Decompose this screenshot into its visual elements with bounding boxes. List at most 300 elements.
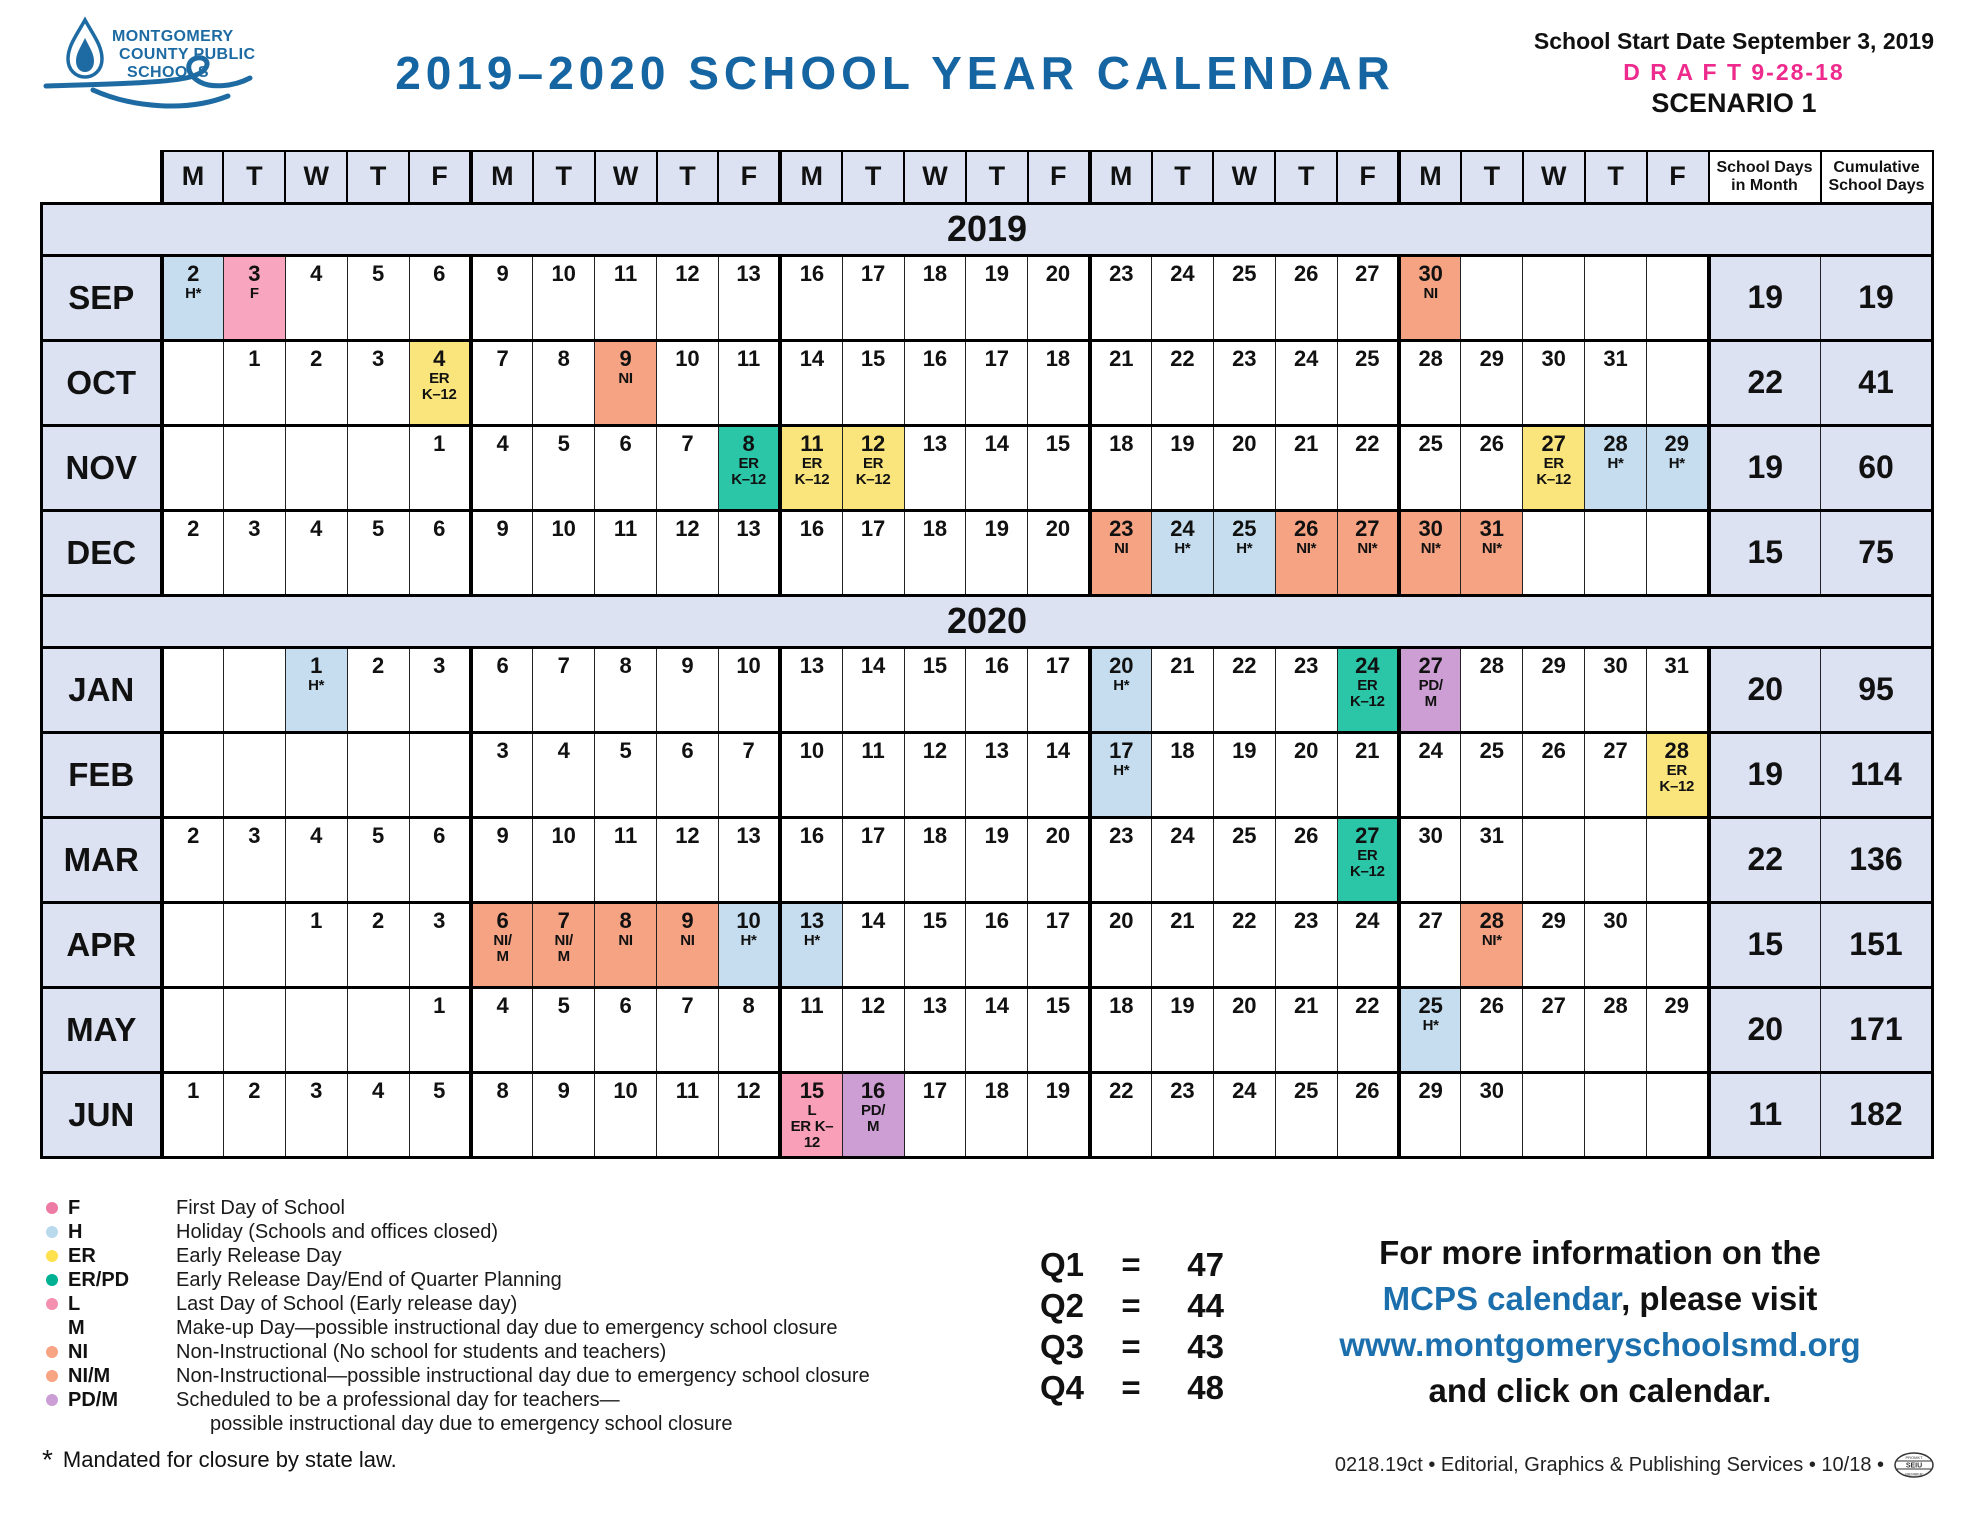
day-cell-empty <box>1585 255 1647 340</box>
weekday-header: T <box>223 151 285 203</box>
cumulative-school-days-value: 95 <box>1821 647 1933 732</box>
day-cell <box>718 987 780 1072</box>
day-cell <box>162 510 224 595</box>
day-cell <box>285 510 347 595</box>
day-cell <box>162 255 224 340</box>
day-cell <box>1213 255 1275 340</box>
day-cell <box>1028 255 1090 340</box>
day-annotation: NI <box>680 931 695 949</box>
day-number: 25 <box>1293 1077 1319 1103</box>
legend-item <box>42 1292 1002 1316</box>
day-annotation: NI/ <box>493 931 512 949</box>
quarter-label: Q1 <box>1040 1246 1085 1283</box>
day-number: 23 <box>1293 652 1319 678</box>
logo-line-3: SCHOOLS <box>127 64 209 81</box>
legend-item <box>42 1340 1002 1364</box>
footnote-asterisk: * <box>42 1444 53 1475</box>
day-number: 10 <box>551 515 576 541</box>
day-annotation: ER <box>1357 676 1378 694</box>
day-annotation: NI* <box>1481 931 1502 949</box>
day-cell <box>1337 255 1399 340</box>
day-cell-empty <box>347 987 409 1072</box>
school-days-in-month-value: 22 <box>1709 340 1821 425</box>
month-label: OCT <box>42 340 162 425</box>
day-cell <box>347 1072 409 1157</box>
day-number: 21 <box>1109 345 1134 371</box>
day-cell <box>904 902 966 987</box>
day-cell <box>780 732 842 817</box>
quarter-count-row <box>1040 1367 1224 1408</box>
day-cell <box>780 425 842 510</box>
day-number: 5 <box>557 430 570 456</box>
day-cell <box>780 902 842 987</box>
day-cell <box>533 647 595 732</box>
day-number: 8 <box>619 907 632 933</box>
day-cell <box>718 647 780 732</box>
day-cell <box>1647 987 1709 1072</box>
day-number: 9 <box>557 1077 570 1103</box>
day-number: 4 <box>310 260 323 286</box>
day-cell <box>409 1072 471 1157</box>
day-number: 3 <box>371 345 385 371</box>
day-number: 18 <box>984 1077 1010 1103</box>
quarter-days-value: 48 <box>1187 1369 1224 1406</box>
day-cell <box>285 1072 347 1157</box>
header-right-block <box>1534 28 1934 119</box>
day-number: 9 <box>496 260 509 286</box>
day-cell <box>409 647 471 732</box>
day-cell <box>1523 647 1585 732</box>
quarter-count-row <box>1040 1244 1224 1285</box>
day-cell <box>780 647 842 732</box>
day-number: 11 <box>800 430 824 456</box>
school-start-date: School Start Date September 3, 2019 <box>1533 28 1934 54</box>
day-number: 20 <box>1293 737 1319 763</box>
table-corner <box>42 151 162 203</box>
day-number: 7 <box>557 652 570 678</box>
day-cell <box>1090 1072 1152 1157</box>
day-cell-empty <box>162 340 224 425</box>
day-cell <box>657 1072 719 1157</box>
day-number: 25 <box>1232 260 1257 286</box>
day-number: 16 <box>860 1077 886 1103</box>
day-number: 21 <box>1170 652 1195 678</box>
day-cell <box>471 732 533 817</box>
day-number: 16 <box>922 345 948 371</box>
day-cell <box>533 255 595 340</box>
day-cell <box>1213 340 1275 425</box>
day-cell <box>657 425 719 510</box>
day-number: 11 <box>613 260 638 286</box>
weekday-header: T <box>1461 151 1523 203</box>
day-cell <box>223 1072 285 1157</box>
day-cell <box>1399 340 1461 425</box>
weekday-header: T <box>1585 151 1647 203</box>
day-cell <box>1152 902 1214 987</box>
legend-dot-icon <box>46 1250 58 1262</box>
day-cell <box>966 340 1028 425</box>
day-cell <box>966 425 1028 510</box>
month-row-apr <box>42 902 1933 987</box>
info-line-4: and click on calendar. <box>1428 1372 1772 1409</box>
day-number: 20 <box>1232 992 1257 1018</box>
day-cell <box>1213 510 1275 595</box>
day-cell <box>409 817 471 902</box>
day-cell <box>1399 510 1461 595</box>
day-cell <box>223 510 285 595</box>
weekday-header: M <box>471 151 533 203</box>
day-cell <box>1213 987 1275 1072</box>
day-number: 17 <box>1045 652 1071 678</box>
day-annotation: ER <box>1357 846 1378 864</box>
day-annotation: NI <box>618 931 633 949</box>
day-number: 12 <box>736 1077 761 1103</box>
day-number: 29 <box>1418 1077 1443 1103</box>
month-row-sep <box>42 255 1933 340</box>
day-number: 13 <box>922 430 948 456</box>
day-cell <box>471 340 533 425</box>
day-number: 6 <box>496 907 509 933</box>
legend-key: ER/PD <box>68 1269 130 1291</box>
day-cell <box>347 902 409 987</box>
day-cell-empty <box>1585 510 1647 595</box>
day-number: 25 <box>1418 430 1443 456</box>
day-number: 8 <box>557 345 570 371</box>
month-label: DEC <box>42 510 162 595</box>
day-cell <box>409 987 471 1072</box>
day-number: 20 <box>1109 652 1134 678</box>
footnote-text: Mandated for closure by state law. <box>62 1447 397 1472</box>
day-number: 8 <box>619 652 632 678</box>
legend-key: ER <box>68 1245 96 1267</box>
weekday-header-row <box>42 151 1933 203</box>
day-cell <box>718 732 780 817</box>
day-number: 12 <box>675 260 700 286</box>
day-cell-empty <box>162 902 224 987</box>
day-cell <box>595 732 657 817</box>
day-number: 2 <box>371 652 385 678</box>
day-cell <box>1090 732 1152 817</box>
month-label: FEB <box>42 732 162 817</box>
day-annotation: M <box>557 947 570 965</box>
day-cell <box>657 817 719 902</box>
day-cell <box>533 340 595 425</box>
day-cell <box>718 817 780 902</box>
month-row-may <box>42 987 1933 1072</box>
day-number: 3 <box>248 822 261 848</box>
day-cell <box>904 1072 966 1157</box>
day-cell <box>1337 425 1399 510</box>
weekday-header: F <box>409 151 471 203</box>
day-cell <box>1461 425 1523 510</box>
legend-dot-icon <box>46 1274 58 1286</box>
day-number: 4 <box>310 822 323 848</box>
info-line-2 <box>1250 1276 1950 1322</box>
day-number: 5 <box>371 822 385 848</box>
day-number: 27 <box>1418 652 1443 678</box>
day-cell <box>595 987 657 1072</box>
day-number: 9 <box>496 515 509 541</box>
day-number: 14 <box>1045 737 1071 763</box>
day-number: 25 <box>1479 737 1505 763</box>
day-number: 24 <box>1355 907 1380 933</box>
day-number: 13 <box>799 652 825 678</box>
legend-description: Scheduled to be a professional day for teachers— possible instructional day due to emergency school closure <box>176 1389 733 1435</box>
day-cell <box>285 817 347 902</box>
day-number: 14 <box>799 345 825 371</box>
school-days-in-month-value: 19 <box>1709 732 1821 817</box>
day-number: 28 <box>1603 430 1628 456</box>
info-block <box>1250 1230 1950 1414</box>
day-number: 30 <box>1541 345 1566 371</box>
day-cell <box>780 1072 842 1157</box>
day-cell <box>1213 732 1275 817</box>
day-number: 11 <box>613 515 638 541</box>
day-number: 15 <box>799 1077 825 1103</box>
day-annotation: H* <box>1236 539 1253 557</box>
footnote <box>42 1444 397 1476</box>
day-cell <box>1461 902 1523 987</box>
day-cell <box>1275 340 1337 425</box>
day-annotation: ER <box>862 454 884 472</box>
day-cell-empty <box>1585 817 1647 902</box>
day-number: 2 <box>310 345 323 371</box>
day-annotation: M <box>1424 692 1437 710</box>
footer-credit-text: 0218.19ct • Editorial, Graphics & Publishing Services • 10/18 • <box>1334 1453 1884 1476</box>
day-number: 14 <box>860 907 886 933</box>
day-cell <box>966 1072 1028 1157</box>
day-number: 20 <box>1045 822 1071 848</box>
school-days-in-month-value: 15 <box>1709 902 1821 987</box>
day-number: 1 <box>248 345 261 371</box>
day-number: 29 <box>1479 345 1505 371</box>
month-label: NOV <box>42 425 162 510</box>
day-number: 21 <box>1355 737 1380 763</box>
day-number: 10 <box>736 652 761 678</box>
month-row-oct <box>42 340 1933 425</box>
day-cell <box>1152 647 1214 732</box>
day-cell <box>780 817 842 902</box>
day-number: 21 <box>1170 907 1195 933</box>
day-number: 31 <box>1479 822 1505 848</box>
day-annotation: ER <box>1543 454 1564 472</box>
day-annotation: NI* <box>1420 539 1441 557</box>
day-number: 18 <box>922 260 948 286</box>
day-cell <box>1028 732 1090 817</box>
day-cell-empty <box>285 425 347 510</box>
day-cell-empty <box>1523 1072 1585 1157</box>
svg-text:MEMBER: MEMBER <box>1905 1471 1923 1477</box>
day-annotation: ER <box>738 454 759 472</box>
day-cell-empty <box>347 732 409 817</box>
legend-key: NI/M <box>68 1365 111 1387</box>
day-annotation: K–12 <box>1349 862 1385 880</box>
day-cell-empty <box>1647 255 1709 340</box>
day-number: 8 <box>742 430 755 456</box>
day-number: 23 <box>1293 907 1319 933</box>
day-annotation: NI <box>618 369 633 387</box>
day-cell-empty <box>223 902 285 987</box>
day-cell <box>780 255 842 340</box>
day-cell <box>1399 255 1461 340</box>
day-cell-empty <box>1461 255 1523 340</box>
day-annotation: NI* <box>1296 539 1317 557</box>
day-number: 7 <box>681 430 694 456</box>
day-cell <box>595 425 657 510</box>
day-cell <box>1523 732 1585 817</box>
day-number: 12 <box>860 430 886 456</box>
day-number: 19 <box>1232 737 1257 763</box>
day-number: 9 <box>619 345 632 371</box>
day-number: 17 <box>984 345 1010 371</box>
day-number: 22 <box>1355 430 1380 456</box>
day-cell <box>966 902 1028 987</box>
day-cell <box>1647 425 1709 510</box>
weekday-header: W <box>1213 151 1275 203</box>
day-annotation: PD/ <box>1418 676 1443 694</box>
day-number: 7 <box>557 907 570 933</box>
month-row-nov <box>42 425 1933 510</box>
day-number: 28 <box>1418 345 1443 371</box>
day-cell <box>1461 647 1523 732</box>
legend-key: PD/M <box>68 1389 118 1411</box>
day-cell <box>533 817 595 902</box>
day-cell-empty <box>285 732 347 817</box>
day-number: 1 <box>310 907 323 933</box>
day-number: 6 <box>619 992 632 1018</box>
day-number: 2 <box>187 822 200 848</box>
day-number: 2 <box>187 260 200 286</box>
day-cell <box>595 1072 657 1157</box>
day-annotation: H* <box>1113 676 1130 694</box>
day-cell <box>718 1072 780 1157</box>
day-cell <box>1152 732 1214 817</box>
cumulative-school-days-value: 75 <box>1821 510 1933 595</box>
day-number: 21 <box>1293 992 1319 1018</box>
legend-description: Early Release Day/End of Quarter Planning <box>176 1269 562 1291</box>
day-annotation: K–12 <box>1659 777 1695 795</box>
day-annotation: H* <box>1174 539 1191 557</box>
day-cell <box>1461 732 1523 817</box>
legend-description: First Day of School <box>176 1197 345 1219</box>
day-cell <box>780 987 842 1072</box>
day-number: 24 <box>1170 515 1195 541</box>
day-cell <box>595 817 657 902</box>
day-number: 11 <box>861 737 885 763</box>
day-number: 29 <box>1541 907 1566 933</box>
day-number: 30 <box>1418 515 1443 541</box>
quarter-day-counts <box>1040 1244 1224 1408</box>
day-number: 25 <box>1418 992 1443 1018</box>
cumulative-school-days-value: 151 <box>1821 902 1933 987</box>
weekday-header: F <box>718 151 780 203</box>
day-number: 17 <box>860 260 886 286</box>
day-number: 30 <box>1418 822 1443 848</box>
day-annotation: L <box>807 1101 817 1119</box>
day-cell <box>1399 732 1461 817</box>
day-number: 6 <box>433 515 446 541</box>
month-label: JUN <box>42 1072 162 1157</box>
day-number: 31 <box>1603 345 1628 371</box>
day-annotation: K–12 <box>1536 470 1572 488</box>
day-number: 30 <box>1603 652 1628 678</box>
calendar-table <box>40 150 1934 1159</box>
day-cell <box>223 255 285 340</box>
day-cell <box>162 1072 224 1157</box>
day-number: 12 <box>675 822 700 848</box>
day-cell <box>718 340 780 425</box>
day-cell <box>904 647 966 732</box>
day-cell <box>471 425 533 510</box>
day-number: 6 <box>619 430 632 456</box>
day-number: 26 <box>1293 260 1319 286</box>
day-cell-empty <box>223 732 285 817</box>
legend <box>42 1196 1002 1436</box>
school-days-in-month-value: 20 <box>1709 647 1821 732</box>
day-cell <box>1585 902 1647 987</box>
quarter-count-row <box>1040 1326 1224 1367</box>
day-number: 18 <box>1045 345 1071 371</box>
day-cell <box>966 817 1028 902</box>
cumulative-school-days-value: 41 <box>1821 340 1933 425</box>
day-cell <box>780 340 842 425</box>
day-number: 10 <box>736 907 761 933</box>
day-number: 16 <box>799 515 825 541</box>
day-number: 18 <box>1170 737 1195 763</box>
day-cell <box>1461 340 1523 425</box>
day-number: 15 <box>922 652 948 678</box>
day-cell <box>533 987 595 1072</box>
day-annotation: H* <box>185 284 202 302</box>
weekday-header: W <box>595 151 657 203</box>
day-cell-empty <box>162 732 224 817</box>
day-cell <box>595 647 657 732</box>
day-number: 25 <box>1232 822 1257 848</box>
day-annotation: NI/ <box>554 931 573 949</box>
day-cell <box>1090 987 1152 1072</box>
day-cell <box>1275 1072 1337 1157</box>
day-cell-empty <box>409 732 471 817</box>
day-cell-empty <box>1647 510 1709 595</box>
day-cell <box>842 510 904 595</box>
logo-line-2: COUNTY PUBLIC <box>119 46 256 63</box>
day-cell <box>904 987 966 1072</box>
day-cell <box>842 817 904 902</box>
day-cell <box>1090 255 1152 340</box>
school-days-in-month-value: 19 <box>1709 255 1821 340</box>
day-cell <box>1152 340 1214 425</box>
weekday-header: M <box>1399 151 1461 203</box>
footer-credit <box>1335 1448 1936 1482</box>
day-cell <box>1461 987 1523 1072</box>
day-annotation: H* <box>803 931 820 949</box>
day-cell <box>1028 1072 1090 1157</box>
day-cell <box>1152 817 1214 902</box>
day-cell <box>285 340 347 425</box>
day-cell <box>842 255 904 340</box>
day-annotation: ER <box>801 454 823 472</box>
day-cell-empty <box>162 647 224 732</box>
day-number: 19 <box>984 260 1010 286</box>
day-number: 4 <box>371 1077 385 1103</box>
school-days-in-month-header: School Days in Month <box>1709 151 1821 203</box>
day-annotation: H* <box>1668 454 1685 472</box>
legend-item <box>42 1316 1002 1340</box>
day-cell <box>904 255 966 340</box>
weekday-header: F <box>1337 151 1399 203</box>
day-cell <box>1523 340 1585 425</box>
day-number: 22 <box>1355 992 1380 1018</box>
